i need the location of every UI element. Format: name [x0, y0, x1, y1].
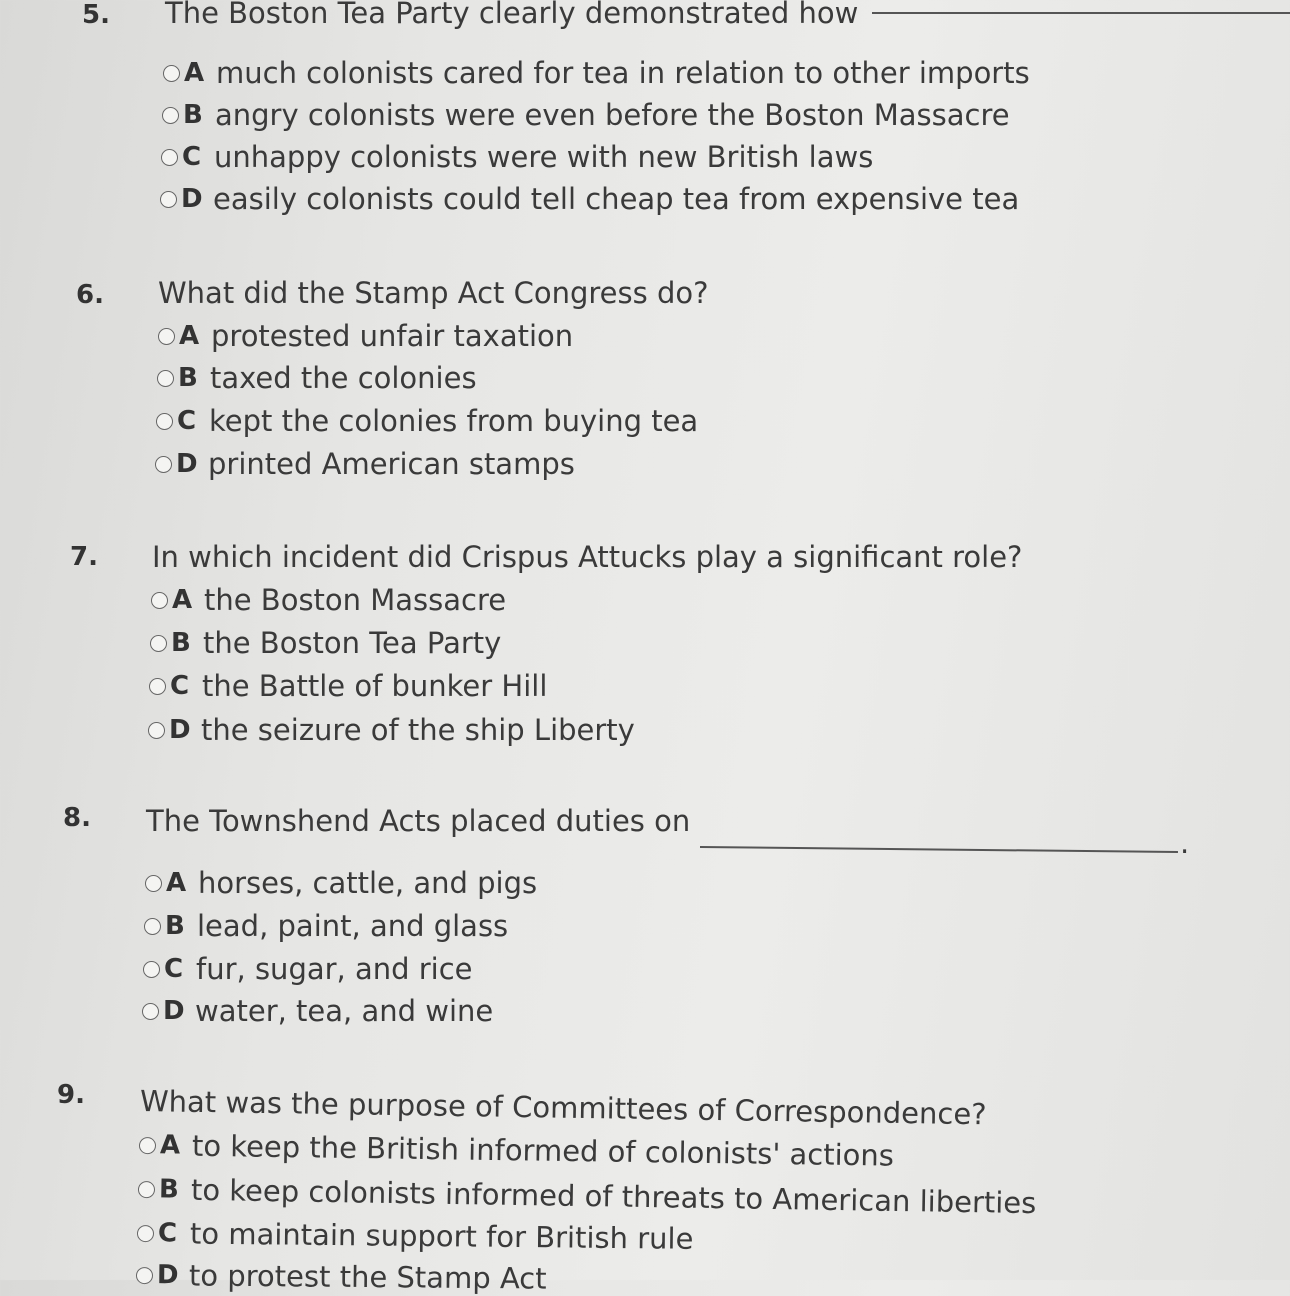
- radio-button[interactable]: [155, 456, 172, 473]
- answer-blank: [872, 12, 1290, 14]
- question-text: What did the Stamp Act Congress do?: [158, 276, 709, 310]
- option-d[interactable]: [160, 182, 1019, 216]
- option-letter: C: [164, 954, 184, 984]
- radio-button[interactable]: [143, 961, 160, 978]
- option-text: to maintain support for British rule: [189, 1216, 694, 1256]
- option-text: the seizure of the ship Liberty: [201, 713, 635, 747]
- option-c[interactable]: [149, 669, 547, 703]
- option-text: printed American stamps: [208, 447, 575, 481]
- question-text: The Townshend Acts placed duties on: [146, 804, 691, 838]
- radio-button[interactable]: [145, 875, 162, 892]
- radio-button[interactable]: [156, 413, 173, 430]
- radio-button[interactable]: [150, 635, 167, 652]
- option-text: taxed the colonies: [210, 361, 477, 395]
- option-text: easily colonists could tell cheap tea from expensive tea: [213, 182, 1020, 216]
- question-number: 7.: [70, 542, 98, 572]
- option-letter: D: [163, 996, 185, 1026]
- option-text: to keep the British informed of colonists' actions: [191, 1128, 895, 1173]
- question-number: 9.: [57, 1080, 85, 1110]
- question-text: The Boston Tea Party clearly demonstrated how: [165, 0, 859, 30]
- option-a[interactable]: [163, 56, 1030, 90]
- option-text: much colonists cared for tea in relation to other imports: [216, 56, 1030, 90]
- option-text: the Boston Tea Party: [203, 626, 502, 660]
- radio-button[interactable]: [144, 918, 161, 935]
- option-letter: C: [177, 406, 197, 436]
- radio-button[interactable]: [136, 1267, 153, 1284]
- option-c[interactable]: [143, 952, 473, 986]
- option-d[interactable]: [142, 994, 493, 1028]
- option-letter: A: [159, 1130, 181, 1161]
- question-text: What was the purpose of Committees of Correspondence?: [139, 1084, 987, 1132]
- option-text: water, tea, and wine: [195, 994, 494, 1028]
- option-text: the Battle of bunker Hill: [202, 669, 548, 703]
- radio-button[interactable]: [157, 370, 174, 387]
- question-number: 6.: [76, 280, 104, 310]
- option-letter: D: [156, 1260, 179, 1291]
- option-d[interactable]: [148, 713, 635, 747]
- radio-button[interactable]: [151, 592, 168, 609]
- option-letter: A: [166, 868, 187, 898]
- option-letter: D: [176, 449, 198, 479]
- option-c[interactable]: [137, 1216, 694, 1256]
- option-b[interactable]: [144, 909, 508, 943]
- option-text: kept the colonies from buying tea: [209, 404, 699, 438]
- option-letter: B: [171, 628, 191, 658]
- option-text: angry colonists were even before the Boston Massacre: [215, 98, 1010, 132]
- option-b[interactable]: [162, 98, 1010, 132]
- radio-button[interactable]: [162, 107, 179, 124]
- option-d[interactable]: [136, 1258, 547, 1296]
- option-a[interactable]: [139, 1128, 894, 1173]
- option-text: to protest the Stamp Act: [188, 1258, 547, 1296]
- option-text: horses, cattle, and pigs: [198, 866, 538, 900]
- radio-button[interactable]: [138, 1181, 155, 1198]
- option-letter: D: [169, 715, 191, 745]
- radio-button[interactable]: [148, 722, 165, 739]
- radio-button[interactable]: [137, 1225, 154, 1242]
- option-d[interactable]: [155, 447, 575, 481]
- radio-button[interactable]: [142, 1003, 159, 1020]
- option-letter: A: [184, 58, 205, 88]
- option-letter: A: [172, 585, 193, 615]
- option-letter: B: [158, 1174, 180, 1205]
- option-b[interactable]: [157, 361, 477, 395]
- option-b[interactable]: [150, 626, 501, 660]
- sentence-period: .: [1180, 826, 1190, 860]
- question-number: 5.: [82, 0, 110, 30]
- option-letter: D: [181, 184, 203, 214]
- radio-button[interactable]: [149, 678, 166, 695]
- option-a[interactable]: [151, 583, 506, 617]
- option-b[interactable]: [138, 1172, 1037, 1220]
- option-text: lead, paint, and glass: [197, 909, 509, 943]
- radio-button[interactable]: [161, 149, 178, 166]
- option-letter: B: [178, 363, 198, 393]
- option-c[interactable]: [161, 140, 873, 174]
- radio-button[interactable]: [160, 191, 177, 208]
- option-a[interactable]: [145, 866, 537, 900]
- option-c[interactable]: [156, 404, 698, 438]
- option-text: fur, sugar, and rice: [196, 952, 473, 986]
- option-text: to keep colonists informed of threats to American liberties: [190, 1172, 1037, 1221]
- option-letter: B: [183, 100, 203, 130]
- option-letter: C: [182, 142, 202, 172]
- radio-button[interactable]: [139, 1137, 156, 1154]
- radio-button[interactable]: [158, 328, 175, 345]
- option-letter: C: [157, 1218, 178, 1249]
- option-text: the Boston Massacre: [204, 583, 507, 617]
- answer-blank: [700, 846, 1178, 853]
- option-text: protested unfair taxation: [211, 319, 574, 353]
- option-text: unhappy colonists were with new British laws: [214, 140, 874, 174]
- option-letter: B: [165, 911, 185, 941]
- option-a[interactable]: [158, 319, 573, 353]
- question-number: 8.: [63, 803, 91, 833]
- radio-button[interactable]: [163, 65, 180, 82]
- question-text: In which incident did Crispus Attucks play a significant role?: [152, 540, 1023, 574]
- option-letter: A: [179, 321, 200, 351]
- option-letter: C: [170, 671, 190, 701]
